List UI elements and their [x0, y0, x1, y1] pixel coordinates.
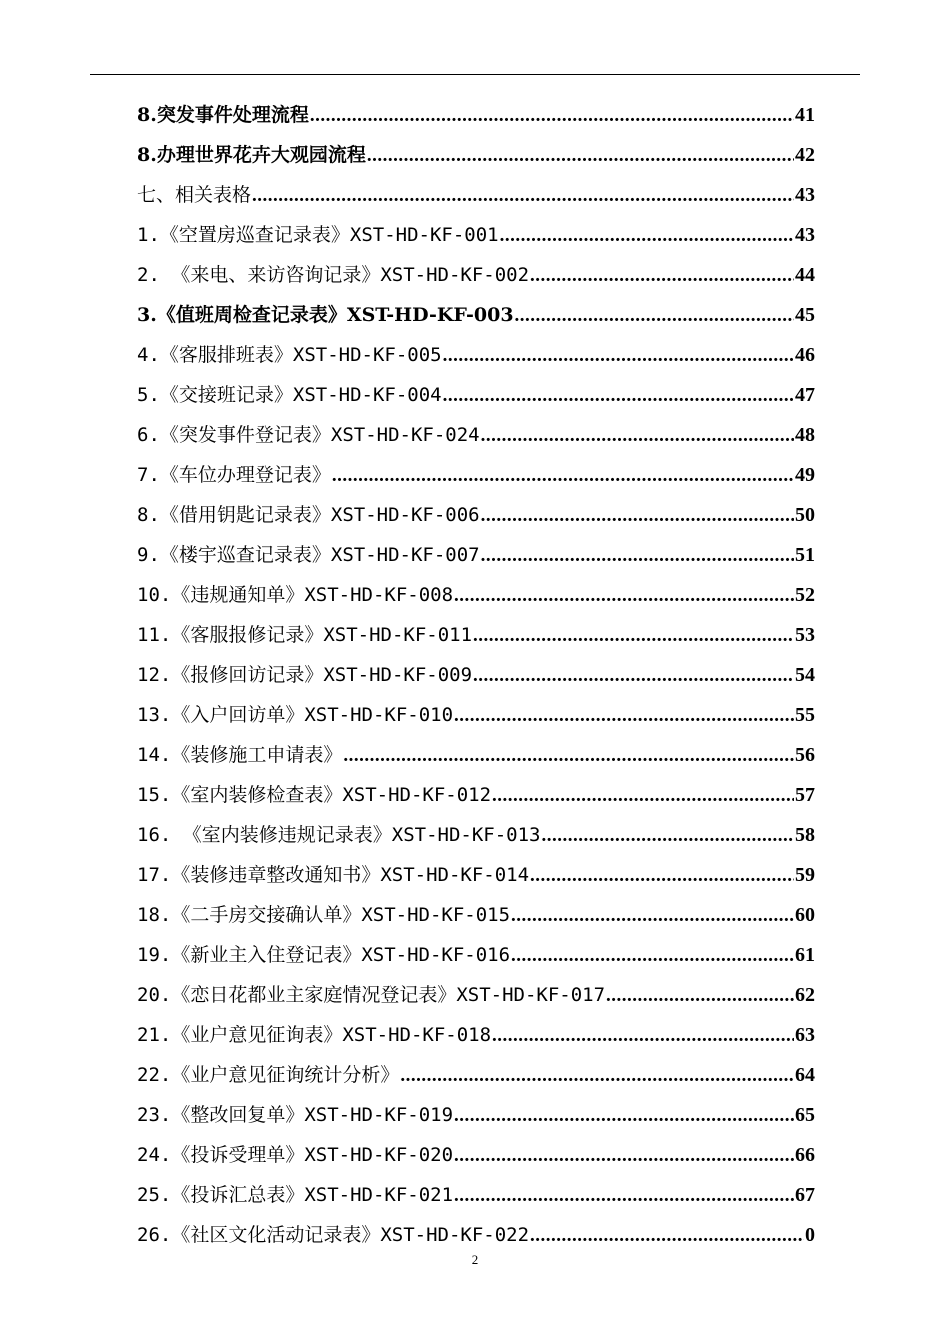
- toc-entry-label: 19.《新业主入住登记表》XST-HD-KF-016: [137, 944, 511, 966]
- toc-entry-page: 46: [795, 344, 815, 366]
- toc-entry-page: 59: [795, 864, 815, 886]
- toc-entry-label: 9.《楼宇巡查记录表》XST-HD-KF-007: [137, 544, 480, 566]
- toc-entry-page: 51: [795, 544, 815, 566]
- toc-entry[interactable]: [137, 935, 815, 975]
- toc-entry[interactable]: [137, 1095, 815, 1135]
- toc-entry[interactable]: [137, 735, 815, 775]
- page-number: 2: [471, 1252, 479, 1267]
- toc-entry-page: 61: [795, 944, 815, 966]
- toc-entry[interactable]: [137, 815, 815, 855]
- toc-entry-label: 23.《整改回复单》XST-HD-KF-019: [137, 1104, 454, 1126]
- toc-entry-page: 42: [795, 144, 815, 166]
- toc-entry[interactable]: [137, 1135, 815, 1175]
- toc-dot-leader: [454, 1096, 794, 1136]
- toc-dot-leader: [481, 536, 794, 576]
- toc-dot-leader: [500, 216, 794, 256]
- toc-entry[interactable]: [137, 295, 815, 335]
- toc-entry[interactable]: [137, 895, 815, 935]
- toc-entry[interactable]: [137, 375, 815, 415]
- toc-entry-page: 44: [795, 264, 815, 286]
- toc-entry-page: 48: [795, 424, 815, 446]
- toc-entry-label: 10.《违规通知单》XST-HD-KF-008: [137, 584, 454, 606]
- toc-entry-label: 20.《恋日花都业主家庭情况登记表》XST-HD-KF-017: [137, 984, 606, 1006]
- toc-entry-label: 3.《值班周检查记录表》XST-HD-KF-003: [137, 304, 514, 326]
- toc-entry[interactable]: [137, 615, 815, 655]
- table-of-contents: [137, 95, 815, 1255]
- toc-dot-leader: [530, 1216, 804, 1256]
- toc-entry-label: 14.《装修施工申请表》: [137, 744, 343, 766]
- toc-dot-leader: [454, 696, 794, 736]
- toc-dot-leader: [400, 1056, 794, 1096]
- toc-entry-label: 17.《装修违章整改通知书》XST-HD-KF-014: [137, 864, 530, 886]
- toc-entry-page: 49: [795, 464, 815, 486]
- toc-dot-leader: [492, 776, 794, 816]
- toc-entry-page: 47: [795, 384, 815, 406]
- toc-dot-leader: [454, 576, 794, 616]
- toc-entry-page: 64: [795, 1064, 815, 1086]
- toc-entry-label: 4.《客服排班表》XST-HD-KF-005: [137, 344, 442, 366]
- toc-entry-label: 七、相关表格: [137, 184, 252, 206]
- toc-entry[interactable]: [137, 975, 815, 1015]
- toc-entry-label: 13.《入户回访单》XST-HD-KF-010: [137, 704, 454, 726]
- toc-entry-page: 53: [795, 624, 815, 646]
- toc-entry[interactable]: [137, 1055, 815, 1095]
- toc-entry-label: 12.《报修回访记录》XST-HD-KF-009: [137, 664, 473, 686]
- toc-dot-leader: [530, 856, 794, 896]
- toc-entry[interactable]: [137, 415, 815, 455]
- toc-entry[interactable]: [137, 1015, 815, 1055]
- toc-entry-label: 7.《车位办理登记表》: [137, 464, 331, 486]
- toc-entry[interactable]: [137, 175, 815, 215]
- toc-entry-page: 55: [795, 704, 815, 726]
- toc-entry-page: 54: [795, 664, 815, 686]
- toc-entry-label: 22.《业户意见征询统计分析》: [137, 1064, 400, 1086]
- toc-entry-label: 21.《业户意见征询表》XST-HD-KF-018: [137, 1024, 492, 1046]
- toc-dot-leader: [343, 736, 794, 776]
- toc-entry-label: 8.《借用钥匙记录表》XST-HD-KF-006: [137, 504, 480, 526]
- toc-dot-leader: [606, 976, 794, 1016]
- toc-dot-leader: [252, 176, 794, 216]
- toc-entry-page: 45: [795, 304, 815, 326]
- toc-entry-label: 24.《投诉受理单》XST-HD-KF-020: [137, 1144, 454, 1166]
- toc-dot-leader: [473, 616, 794, 656]
- toc-entry-label: 5.《交接班记录》XST-HD-KF-004: [137, 384, 442, 406]
- toc-dot-leader: [481, 416, 794, 456]
- toc-entry-page: 52: [795, 584, 815, 606]
- toc-entry-label: 15.《室内装修检查表》XST-HD-KF-012: [137, 784, 492, 806]
- toc-entry-page: 63: [795, 1024, 815, 1046]
- toc-dot-leader: [443, 336, 794, 376]
- toc-dot-leader: [473, 656, 794, 696]
- toc-entry-page: 62: [795, 984, 815, 1006]
- toc-entry-label: 11.《客服报修记录》XST-HD-KF-011: [137, 624, 473, 646]
- toc-dot-leader: [367, 136, 794, 176]
- toc-entry-label: 25.《投诉汇总表》XST-HD-KF-021: [137, 1184, 454, 1206]
- toc-entry-page: 56: [795, 744, 815, 766]
- toc-dot-leader: [332, 456, 794, 496]
- toc-entry-page: 0: [805, 1224, 815, 1246]
- toc-entry[interactable]: [137, 575, 815, 615]
- toc-entry-label: 26.《社区文化活动记录表》XST-HD-KF-022: [137, 1224, 530, 1246]
- toc-dot-leader: [481, 496, 794, 536]
- toc-entry-page: 50: [795, 504, 815, 526]
- toc-entry-label: 8.办理世界花卉大观园流程: [137, 144, 366, 166]
- toc-dot-leader: [515, 296, 794, 336]
- toc-entry[interactable]: [137, 535, 815, 575]
- toc-entry-label: 16. 《室内装修违规记录表》XST-HD-KF-013: [137, 824, 541, 846]
- toc-entry[interactable]: [137, 95, 815, 135]
- toc-dot-leader: [492, 1016, 794, 1056]
- toc-entry[interactable]: [137, 455, 815, 495]
- toc-entry[interactable]: [137, 135, 815, 175]
- toc-entry[interactable]: [137, 335, 815, 375]
- toc-dot-leader: [511, 896, 794, 936]
- toc-dot-leader: [310, 96, 794, 136]
- toc-entry-page: 58: [795, 824, 815, 846]
- header-rule: [90, 74, 860, 75]
- toc-entry[interactable]: [137, 255, 815, 295]
- toc-dot-leader: [511, 936, 794, 976]
- toc-entry-page: 41: [795, 104, 815, 126]
- toc-entry[interactable]: [137, 855, 815, 895]
- toc-dot-leader: [541, 816, 794, 856]
- toc-entry-page: 57: [795, 784, 815, 806]
- toc-dot-leader: [454, 1136, 794, 1176]
- toc-entry-label: 6.《突发事件登记表》XST-HD-KF-024: [137, 424, 480, 446]
- toc-entry-page: 67: [795, 1184, 815, 1206]
- toc-entry[interactable]: [137, 1175, 815, 1215]
- toc-dot-leader: [454, 1176, 794, 1216]
- toc-entry[interactable]: [137, 215, 815, 255]
- toc-entry[interactable]: [137, 1215, 815, 1255]
- toc-entry-label: 8.突发事件处理流程: [137, 104, 309, 126]
- toc-dot-leader: [530, 256, 794, 296]
- toc-entry-label: 2. 《来电、来访咨询记录》XST-HD-KF-002: [137, 264, 530, 286]
- toc-entry-page: 60: [795, 904, 815, 926]
- toc-entry[interactable]: [137, 655, 815, 695]
- toc-entry[interactable]: [137, 495, 815, 535]
- toc-entry-page: 43: [795, 184, 815, 206]
- toc-entry-page: 43: [795, 224, 815, 246]
- toc-dot-leader: [443, 376, 794, 416]
- toc-entry-label: 1.《空置房巡查记录表》XST-HD-KF-001: [137, 224, 499, 246]
- toc-entry[interactable]: [137, 775, 815, 815]
- toc-entry-page: 66: [795, 1144, 815, 1166]
- toc-entry[interactable]: [137, 695, 815, 735]
- toc-entry-label: 18.《二手房交接确认单》XST-HD-KF-015: [137, 904, 511, 926]
- toc-entry-page: 65: [795, 1104, 815, 1126]
